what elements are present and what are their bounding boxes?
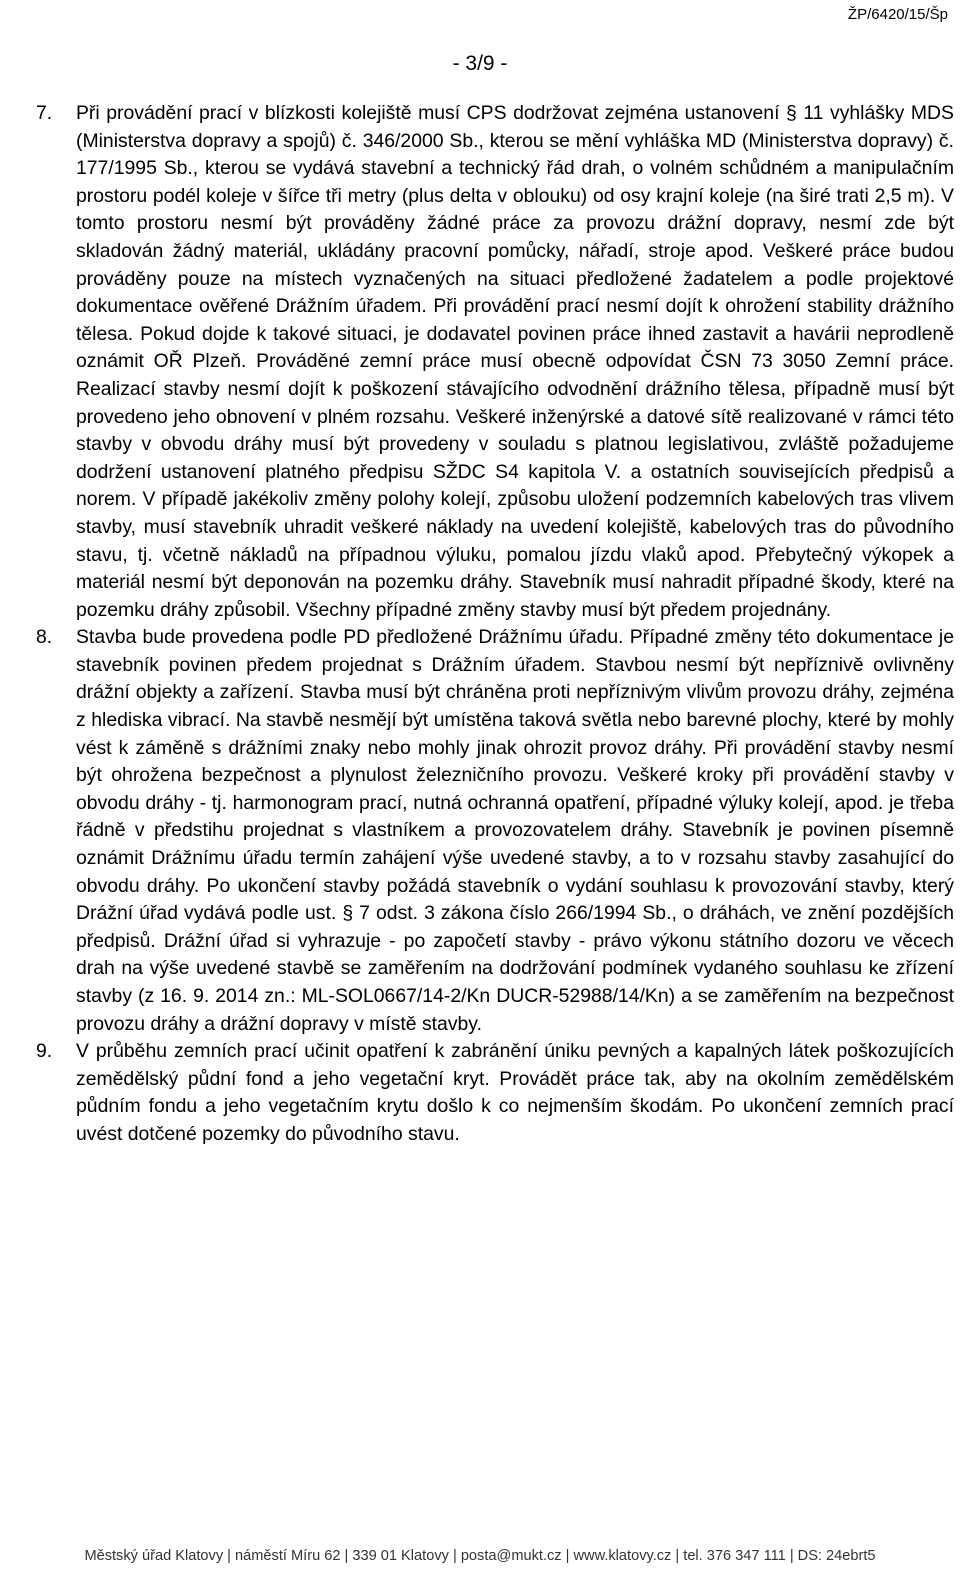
item-text: V průběhu zemních prací učinit opatření k zabránění úniku pevných a kapalných látek poškozujících zemědělský půdní fond a jeho vegetační kryt. Provádět práce tak, aby na okolním zemědělském půdním fondu a jeho vegetačním krytu došlo k co nejmenším škodám. Po ukončení zemních prací uvést dotčené pozemky do původního stavu. (76, 1040, 954, 1145)
page-footer: Městský úřad Klatovy | náměstí Míru 62 | 339 01 Klatovy | posta@mukt.cz | www.klatovy.cz | tel. 376 347 111 | DS: 24ebrt5 (84, 1548, 876, 1564)
item-number: 8. (36, 626, 53, 649)
item-number: 7. (36, 102, 53, 124)
page-number: - 3/9 - (452, 52, 508, 75)
list-item-9 (36, 1038, 954, 1148)
list-item-8 (36, 624, 954, 1038)
document-reference: ŽP/6420/15/Šp (847, 6, 948, 23)
conditions-list (36, 100, 954, 1149)
item-number: 9. (36, 1040, 53, 1063)
list-item-7 (36, 100, 954, 624)
item-text: Při provádění prací v blízkosti kolejiště musí CPS dodržovat zejména ustanovení § 11 vyhlášky MDS (Ministerstva dopravy a spojů) č. 346/2000 Sb., kterou se mění vyhláška MD (Ministerstva dopravy) č. 177/1995 Sb., kterou se vydává stavební a technický řád drah, o volném schůdném a manipulačním prostoru podél koleje v šířce tři metry (plus delta v oblouku) od osy krajní koleje (na širé trati 2,5 m). V tomto prostoru nesmí být prováděny žádné práce za provozu drážní dopravy, nesmí zde být skladován žádný materiál, ukládány pracovní pomůcky, nářadí, stroje apod. Veškeré práce budou prováděny pouze na místech vyznačených na situaci předložené žadatelem a podle projektové dokumentace ověřené Drážním úřadem. Při provádění prací nesmí dojít k ohrožení stability drážního tělesa. Pokud dojde k takové situaci, je dodavatel povinen práce ihned zastavit a havárii neprodleně oznámit OŘ Plzeň. Prováděné zemní práce musí obecně odpovídat ČSN 73 3050 Zemní práce. Realizací stavby nesmí dojít k poškození stávajícího odvodnění drážního tělesa, případně musí být provedeno jeho obnovení v plném rozsahu. Veškeré inženýrské a datové sítě realizované v rámci této stavby v obvodu dráhy musí být provedeny v souladu s platnou legislativou, zvláště požadujeme dodržení ustanovení platného předpisu SŽDC S4 kapitola V. a ostatních souvisejících předpisů a norem. V případě jakékoliv změny polohy kolejí, způsobu uložení podzemních kabelových tras vlivem stavby, musí stavebník uhradit veškeré náklady na uvedení kolejiště, kabelových tras do původního stavu, tj. včetně nákladů na případnou výluku, pomalou jízdu vlaků apod. Přebytečný výkopek a materiál nesmí být deponován na pozemku dráhy. Stavebník musí nahradit případné škody, které na pozemku dráhy způsobil. Všechny případné změny stavby musí být předem projednány. (76, 102, 954, 621)
item-text: Stavba bude provedena podle PD předložené Drážnímu úřadu. Případné změny této dokumentace je stavebník povinen předem projednat s Drážním úřadem. Stavbou nesmí být nepříznivě ovlivněny drážní objekty a zařízení. Stavba musí být chráněna proti nepříznivým vlivům provozu dráhy, zejména z hlediska vibrací. Na stavbě nesmějí být umístěna taková světla nebo barevné plochy, které by mohly vést k záměně s drážními znaky nebo mohly jinak ohrozit provoz dráhy. Při provádění stavby nesmí být ohrožena bezpečnost a plynulost železničního provozu. Veškeré kroky při provádění stavby v obvodu dráhy - tj. harmonogram prací, nutná ochranná opatření, případné výluky kolejí, apod. je třeba řádně v předstihu projednat s vlastníkem a provozovatelem dráhy. Stavebník je povinen písemně oznámit Drážnímu úřadu termín zahájení výše uvedené stavby, a to v rozsahu stavby zasahující do obvodu dráhy. Po ukončení stavby požádá stavebník o vydání souhlasu k provozování stavby, který Drážní úřad vydává podle ust. § 7 odst. 3 zákona číslo 266/1994 Sb., o dráhách, ve znění pozdějších předpisů. Drážní úřad si vyhrazuje - po započetí stavby - právo výkonu státního dozoru ve věcech drah na výše uvedené stavbě se zaměřením na dodržování podmínek vydaného souhlasu ke zřízení stavby (z 16. 9. 2014 zn.: ML-SOL0667/14-2/Kn DUCR-52988/14/Kn) a se zaměřením na bezpečnost provozu dráhy a drážní dopravy v místě stavby. (76, 626, 954, 1035)
